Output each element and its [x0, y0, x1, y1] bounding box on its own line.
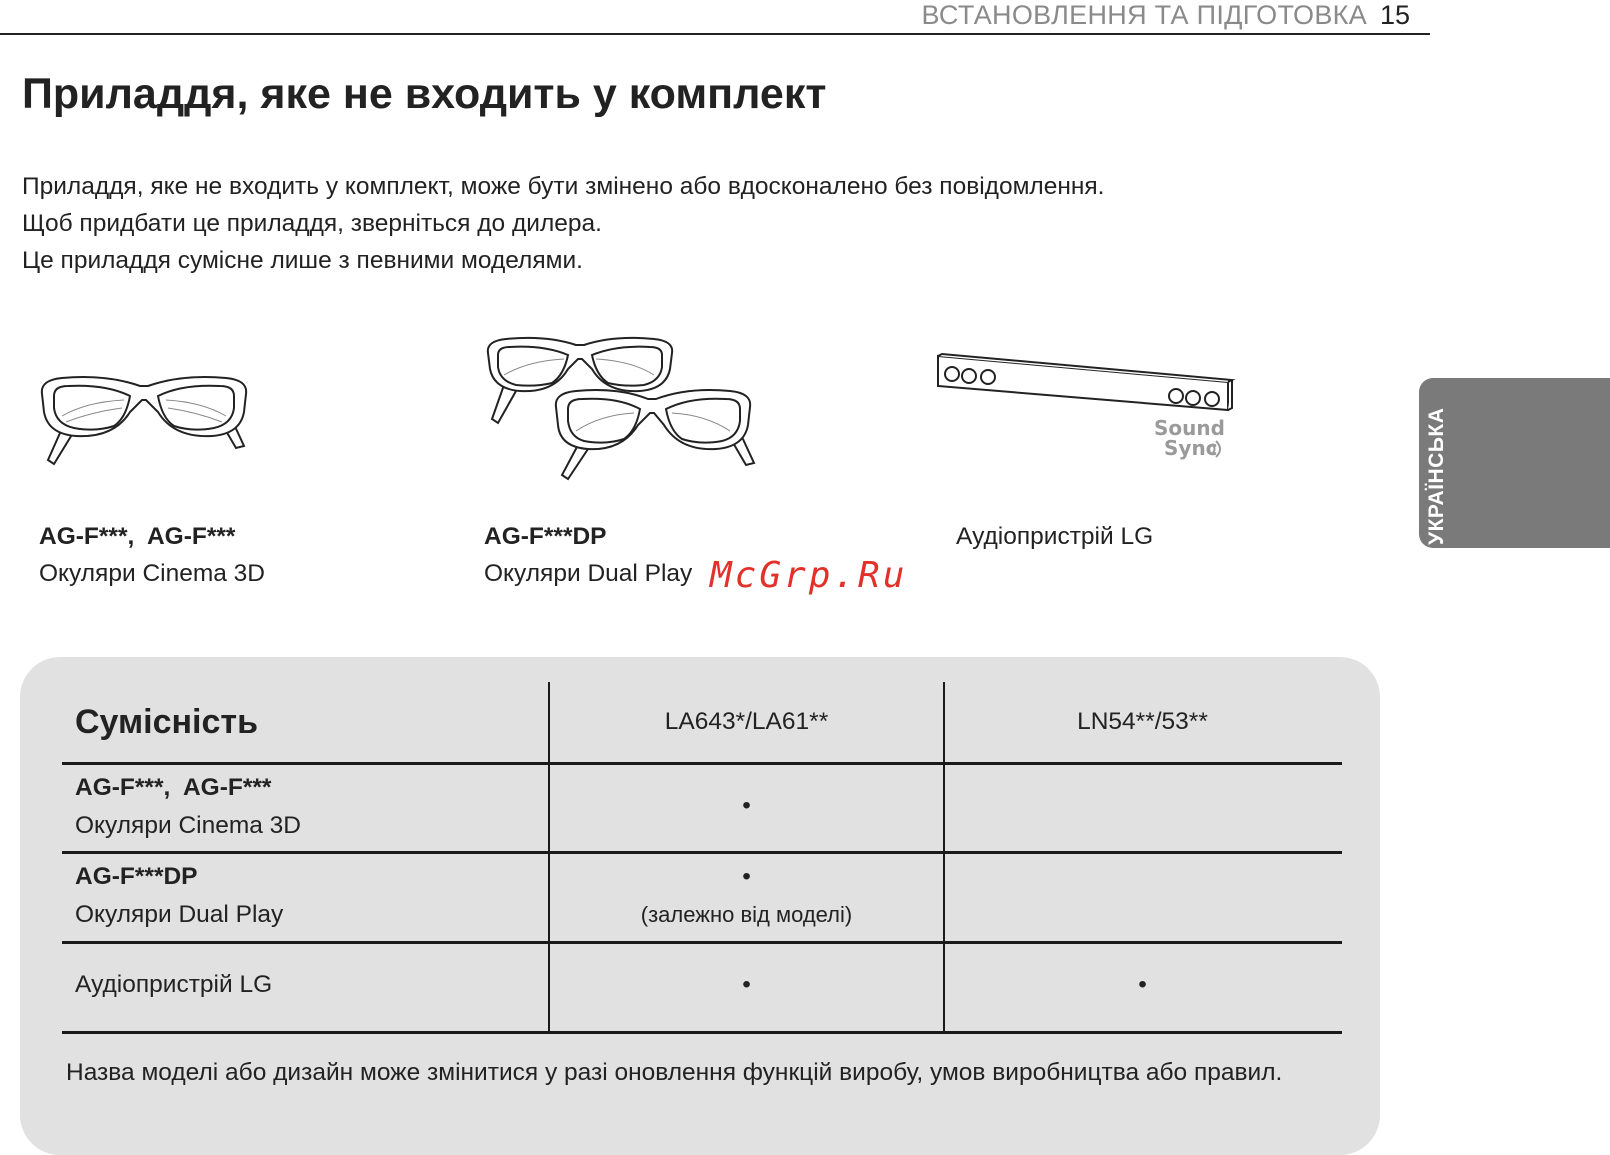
section-title: ВСТАНОВЛЕННЯ ТА ПІДГОТОВКА: [921, 0, 1367, 30]
compat-dot-mark: •: [742, 863, 751, 890]
compat-dot: •: [1138, 971, 1147, 998]
page-number: 15: [1380, 0, 1411, 30]
compat-dot: [550, 858, 943, 934]
table-row: [75, 769, 301, 845]
intro-line: Щоб придбати це приладдя, зверніться до дилера.: [22, 210, 602, 237]
table-divider: [62, 1031, 1342, 1034]
accessory-name: Окуляри Cinema 3D: [39, 560, 265, 587]
compat-dot: •: [742, 792, 751, 819]
row-model: AG-F***, AG-F***: [75, 774, 272, 801]
row-name: Окуляри Cinema 3D: [75, 812, 301, 839]
soundsync-line1: Sound: [1154, 416, 1225, 440]
row-name: Окуляри Dual Play: [75, 901, 284, 928]
accessory-cinema-3d: [39, 518, 265, 592]
soundsync-line2: Sync: [1164, 436, 1218, 460]
accessory-lg-audio: [956, 518, 1153, 555]
accessory-name: Аудіопристрій LG: [956, 523, 1154, 550]
intro-paragraph: [22, 168, 1104, 279]
footnote: Назва моделі або дизайн може змінитися у разі оновлення функцій виробу, умов виробництва або правил.: [66, 1059, 1283, 1086]
watermark: McGrp.Ru: [710, 555, 908, 596]
column-header: LN54**/53**: [1077, 708, 1208, 735]
header-divider: [0, 33, 1430, 35]
compat-note: (залежно від моделі): [640, 902, 853, 927]
compat-dot: •: [742, 971, 751, 998]
soundbar-icon: [936, 352, 1236, 472]
table-divider: [62, 851, 1342, 854]
accessory-model: AG-F***DP: [484, 523, 607, 550]
table-divider: [62, 762, 1342, 765]
page-title: Приладдя, яке не входить у комплект: [22, 70, 827, 118]
row-name: Аудіопристрій LG: [75, 971, 273, 998]
accessory-dual-play: [484, 518, 692, 592]
row-model: AG-F***DP: [75, 863, 198, 890]
dual-play-glasses-icon: [484, 335, 770, 483]
table-row: [75, 858, 283, 934]
intro-line: Приладдя, яке не входить у комплект, може бути змінено або вдосконалено без повідомлення.: [22, 173, 1105, 200]
cinema-3d-glasses-icon: [36, 372, 252, 472]
accessory-model: AG-F***, AG-F***: [39, 523, 236, 550]
intro-line: Це приладдя сумісне лише з певними моделями.: [22, 247, 583, 274]
language-tab-label: УКРАЇНСЬКА: [1425, 407, 1448, 545]
table-divider: [62, 941, 1342, 944]
column-header: LA643*/LA61**: [664, 708, 829, 735]
table-title: Сумісність: [75, 703, 258, 741]
accessory-name: Окуляри Dual Play: [484, 560, 693, 587]
